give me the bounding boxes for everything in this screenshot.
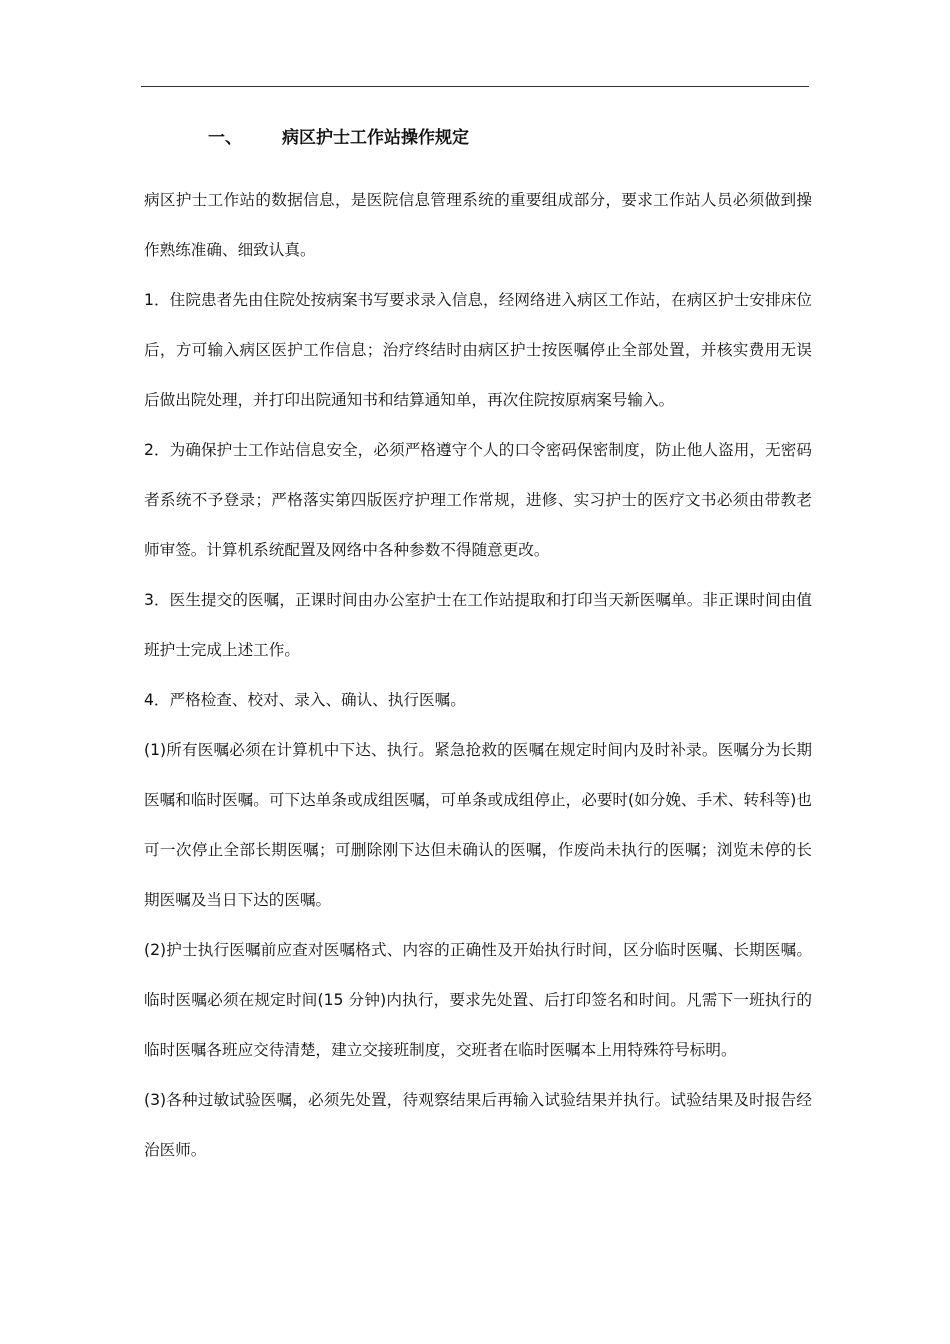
section-heading xyxy=(208,124,469,152)
section-title: 病区护士工作站操作规定 xyxy=(282,128,469,148)
rule-4-item-3-paragraph: (3)各种过敏试验医嘱，必须先处置，待观察结果后再输入试验结果并执行。试验结果及时报告经治医师。 xyxy=(144,1091,812,1159)
rule-4-item-1-paragraph: (1)所有医嘱必须在计算机中下达、执行。紧急抢救的医嘱在规定时间内及时补录。医嘱分为长期医嘱和临时医嘱。可下达单条或成组医嘱，可单条或成组停止，必要时(如分娩、手术、转科等)也可一次停止全部长期医嘱；可删除刚下达但未确认的医嘱，作废尚未执行的医嘱；浏览未停的长期医嘱及当日下达的医嘱。 xyxy=(144,741,812,909)
section-number: 一、 xyxy=(208,128,242,148)
header-rule xyxy=(141,86,809,87)
rule-1-paragraph: 1．住院患者先由住院处按病案书写要求录入信息，经网络进入病区工作站，在病区护士安排床位后，方可输入病区医护工作信息；治疗终结时由病区护士按医嘱停止全部处置，并核实费用无误后做出院处理，并打印出院通知书和结算通知单，再次住院按原病案号输入。 xyxy=(144,291,812,409)
rule-2-paragraph: 2．为确保护士工作站信息安全，必须严格遵守个人的口令密码保密制度，防止他人盗用，无密码者系统不予登录；严格落实第四版医疗护理工作常规，进修、实习护士的医疗文书必须由带教老师审签。计算机系统配置及网络中各种参数不得随意更改。 xyxy=(144,441,812,559)
rule-4-item-2-paragraph: (2)护士执行医嘱前应查对医嘱格式、内容的正确性及开始执行时间，区分临时医嘱、长期医嘱。临时医嘱必须在规定时间(15 分钟)内执行，要求先处置、后打印签名和时间。凡需下一班执行的临时医嘱各班应交待清楚，建立交接班制度，交班者在临时医嘱本上用特殊符号标明。 xyxy=(144,941,812,1059)
rule-3-paragraph: 3．医生提交的医嘱，正课时间由办公室护士在工作站提取和打印当天新医嘱单。非正课时间由值班护士完成上述工作。 xyxy=(144,591,812,659)
document-body xyxy=(144,175,812,1175)
intro-paragraph: 病区护士工作站的数据信息，是医院信息管理系统的重要组成部分，要求工作站人员必须做到操作熟练准确、细致认真。 xyxy=(144,191,812,259)
rule-4-paragraph: 4．严格检查、校对、录入、确认、执行医嘱。 xyxy=(144,691,466,709)
